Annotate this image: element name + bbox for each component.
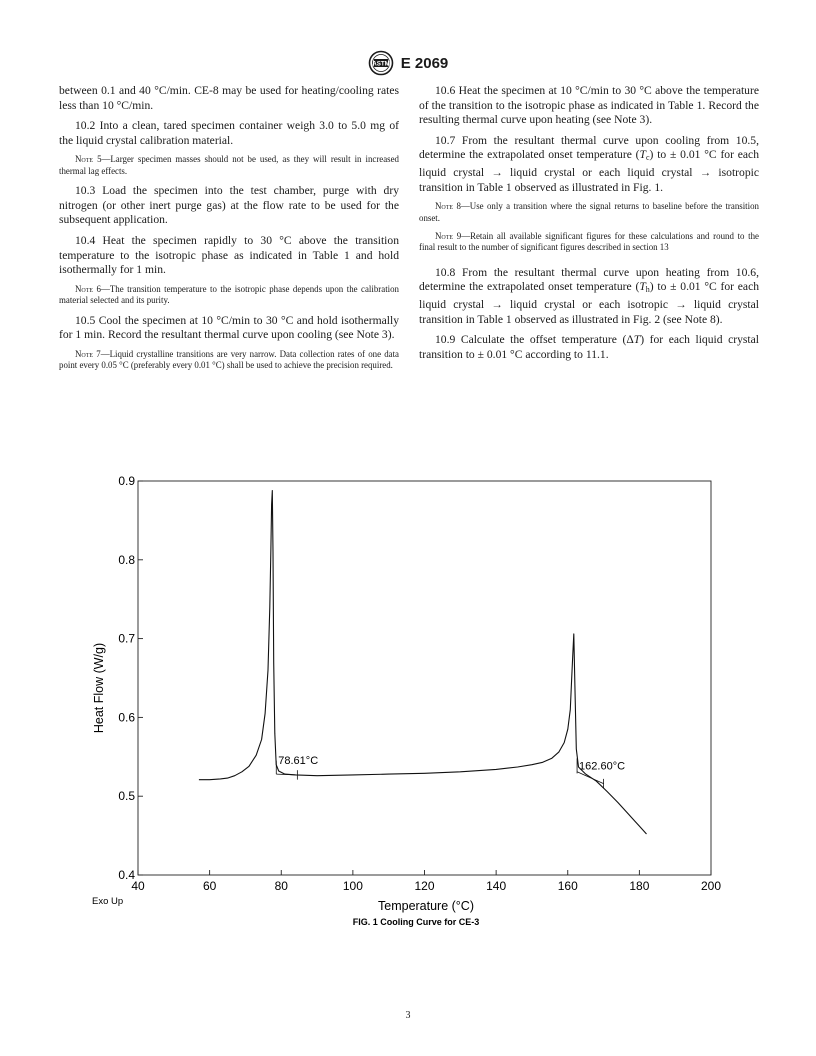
heat-flow-curve bbox=[199, 491, 647, 835]
page-header bbox=[0, 50, 816, 76]
note-paragraph: Note 6—The transition temperature to the isotropic phase depends upon the calibration material selected and its purity. bbox=[59, 283, 399, 306]
plot-frame bbox=[138, 481, 711, 875]
onset-temperature-label: 162.60°C bbox=[579, 760, 626, 773]
exo-up-label: Exo Up bbox=[92, 896, 124, 907]
section-10-9: 10.9 Calculate the offset temperature (ΔT) for each liquid crystal transition to ± 0.01 °C according to 11.1. bbox=[419, 333, 759, 361]
page-number: 3 bbox=[405, 1010, 411, 1021]
body-paragraph: 10.2 Into a clean, tared specimen container weigh 3.0 to 5.0 mg of the liquid crystal calibration material. bbox=[59, 119, 399, 147]
x-tick-label: 140 bbox=[486, 879, 507, 893]
right-column bbox=[419, 84, 759, 368]
y-tick-label: 0.9 bbox=[118, 474, 135, 488]
body-paragraph: 10.4 Heat the specimen rapidly to 30 °C above the transition temperature to the isotropic phase as indicated in Table 1 and hold isothermally for 1 min. bbox=[59, 233, 399, 277]
x-tick-label: 40 bbox=[131, 879, 145, 893]
body-paragraph: between 0.1 and 40 °C/min. CE-8 may be used for heating/cooling rates less than 10 °C/min. bbox=[59, 84, 399, 112]
x-axis-label: Temperature (°C) bbox=[378, 899, 474, 913]
body-paragraph: 10.5 Cool the specimen at 10 °C/min to 30 °C and hold isothermally for 1 min. Record the resultant thermal curve upon cooling (see Note 3). bbox=[59, 313, 399, 342]
note-paragraph: Note 5—Larger specimen masses should not be used, as they will result in increased thermal lag effects. bbox=[59, 154, 399, 176]
y-tick-label: 0.6 bbox=[118, 710, 135, 725]
cooling-curve-chart bbox=[84, 462, 724, 942]
figure-1 bbox=[84, 462, 724, 942]
section-10-6: 10.6 Heat the specimen at 10 °C/min to 30 °C above the temperature of the transition to the isotropic phase as indicated in Table 1. Record the resulting thermal curve upon heating (see Note 3). bbox=[419, 84, 759, 127]
x-tick-label: 160 bbox=[557, 879, 578, 893]
x-tick-label: 60 bbox=[202, 879, 217, 893]
note-8: Note 8—Use only a transition where the signal returns to baseline before the transition onset. bbox=[419, 201, 759, 223]
x-tick-label: 120 bbox=[414, 879, 435, 893]
astm-logo-icon bbox=[368, 50, 394, 76]
svg-text:ASTM: ASTM bbox=[371, 60, 390, 68]
y-tick-label: 0.4 bbox=[118, 868, 135, 882]
onset-temperature-label: 78.61°C bbox=[278, 754, 319, 767]
x-tick-label: 200 bbox=[700, 879, 722, 893]
y-tick-label: 0.8 bbox=[118, 552, 135, 567]
left-column bbox=[59, 84, 399, 379]
x-tick-label: 100 bbox=[342, 879, 363, 893]
document-number: E 2069 bbox=[400, 54, 449, 72]
section-10-8: 10.8 From the resultant thermal curve upon heating from 10.6, determine the extrapolated onset temperature $(T_h)$ to ± 0.01 °C for each liquid crystal → liquid crystal or each isotropic → liquid crystal transition in Table 1 observed as illustrated in Fig. 2 (see Note 8). bbox=[419, 265, 760, 326]
section-10-7: 10.7 From the resultant thermal curve upon cooling from 10.5, determine the extrapolated onset temperature $(T_c)$ to ± 0.01 °C for each liquid crystal → liquid crystal or each liquid crystal → isotropic transition in Table 1 observed as illustrated in Fig. 1. bbox=[419, 133, 759, 194]
y-tick-label: 0.5 bbox=[118, 789, 135, 804]
x-tick-label: 80 bbox=[274, 879, 288, 893]
note-paragraph: Note 7—Liquid crystalline transitions are very narrow. Data collection rates of one data point every 0.05 °C (preferably every 0.01 °C) shall be used to achieve the precision required. bbox=[59, 348, 399, 371]
figure-caption: FIG. 1 Cooling Curve for CE-3 bbox=[352, 917, 480, 927]
note-9: Note 9—Retain all available significant figures for these calculations and round to the final result to the number of significant figures described in section 13 bbox=[419, 230, 759, 253]
y-tick-label: 0.7 bbox=[118, 631, 135, 646]
x-tick-label: 180 bbox=[629, 879, 650, 893]
body-paragraph: 10.3 Load the specimen into the test chamber, purge with dry nitrogen (or other inert purge gas) at the flow rate to be used for the subsequent application. bbox=[59, 184, 399, 227]
y-axis-label: Heat Flow (W/g) bbox=[92, 642, 106, 734]
baseline-tangent bbox=[577, 772, 604, 784]
